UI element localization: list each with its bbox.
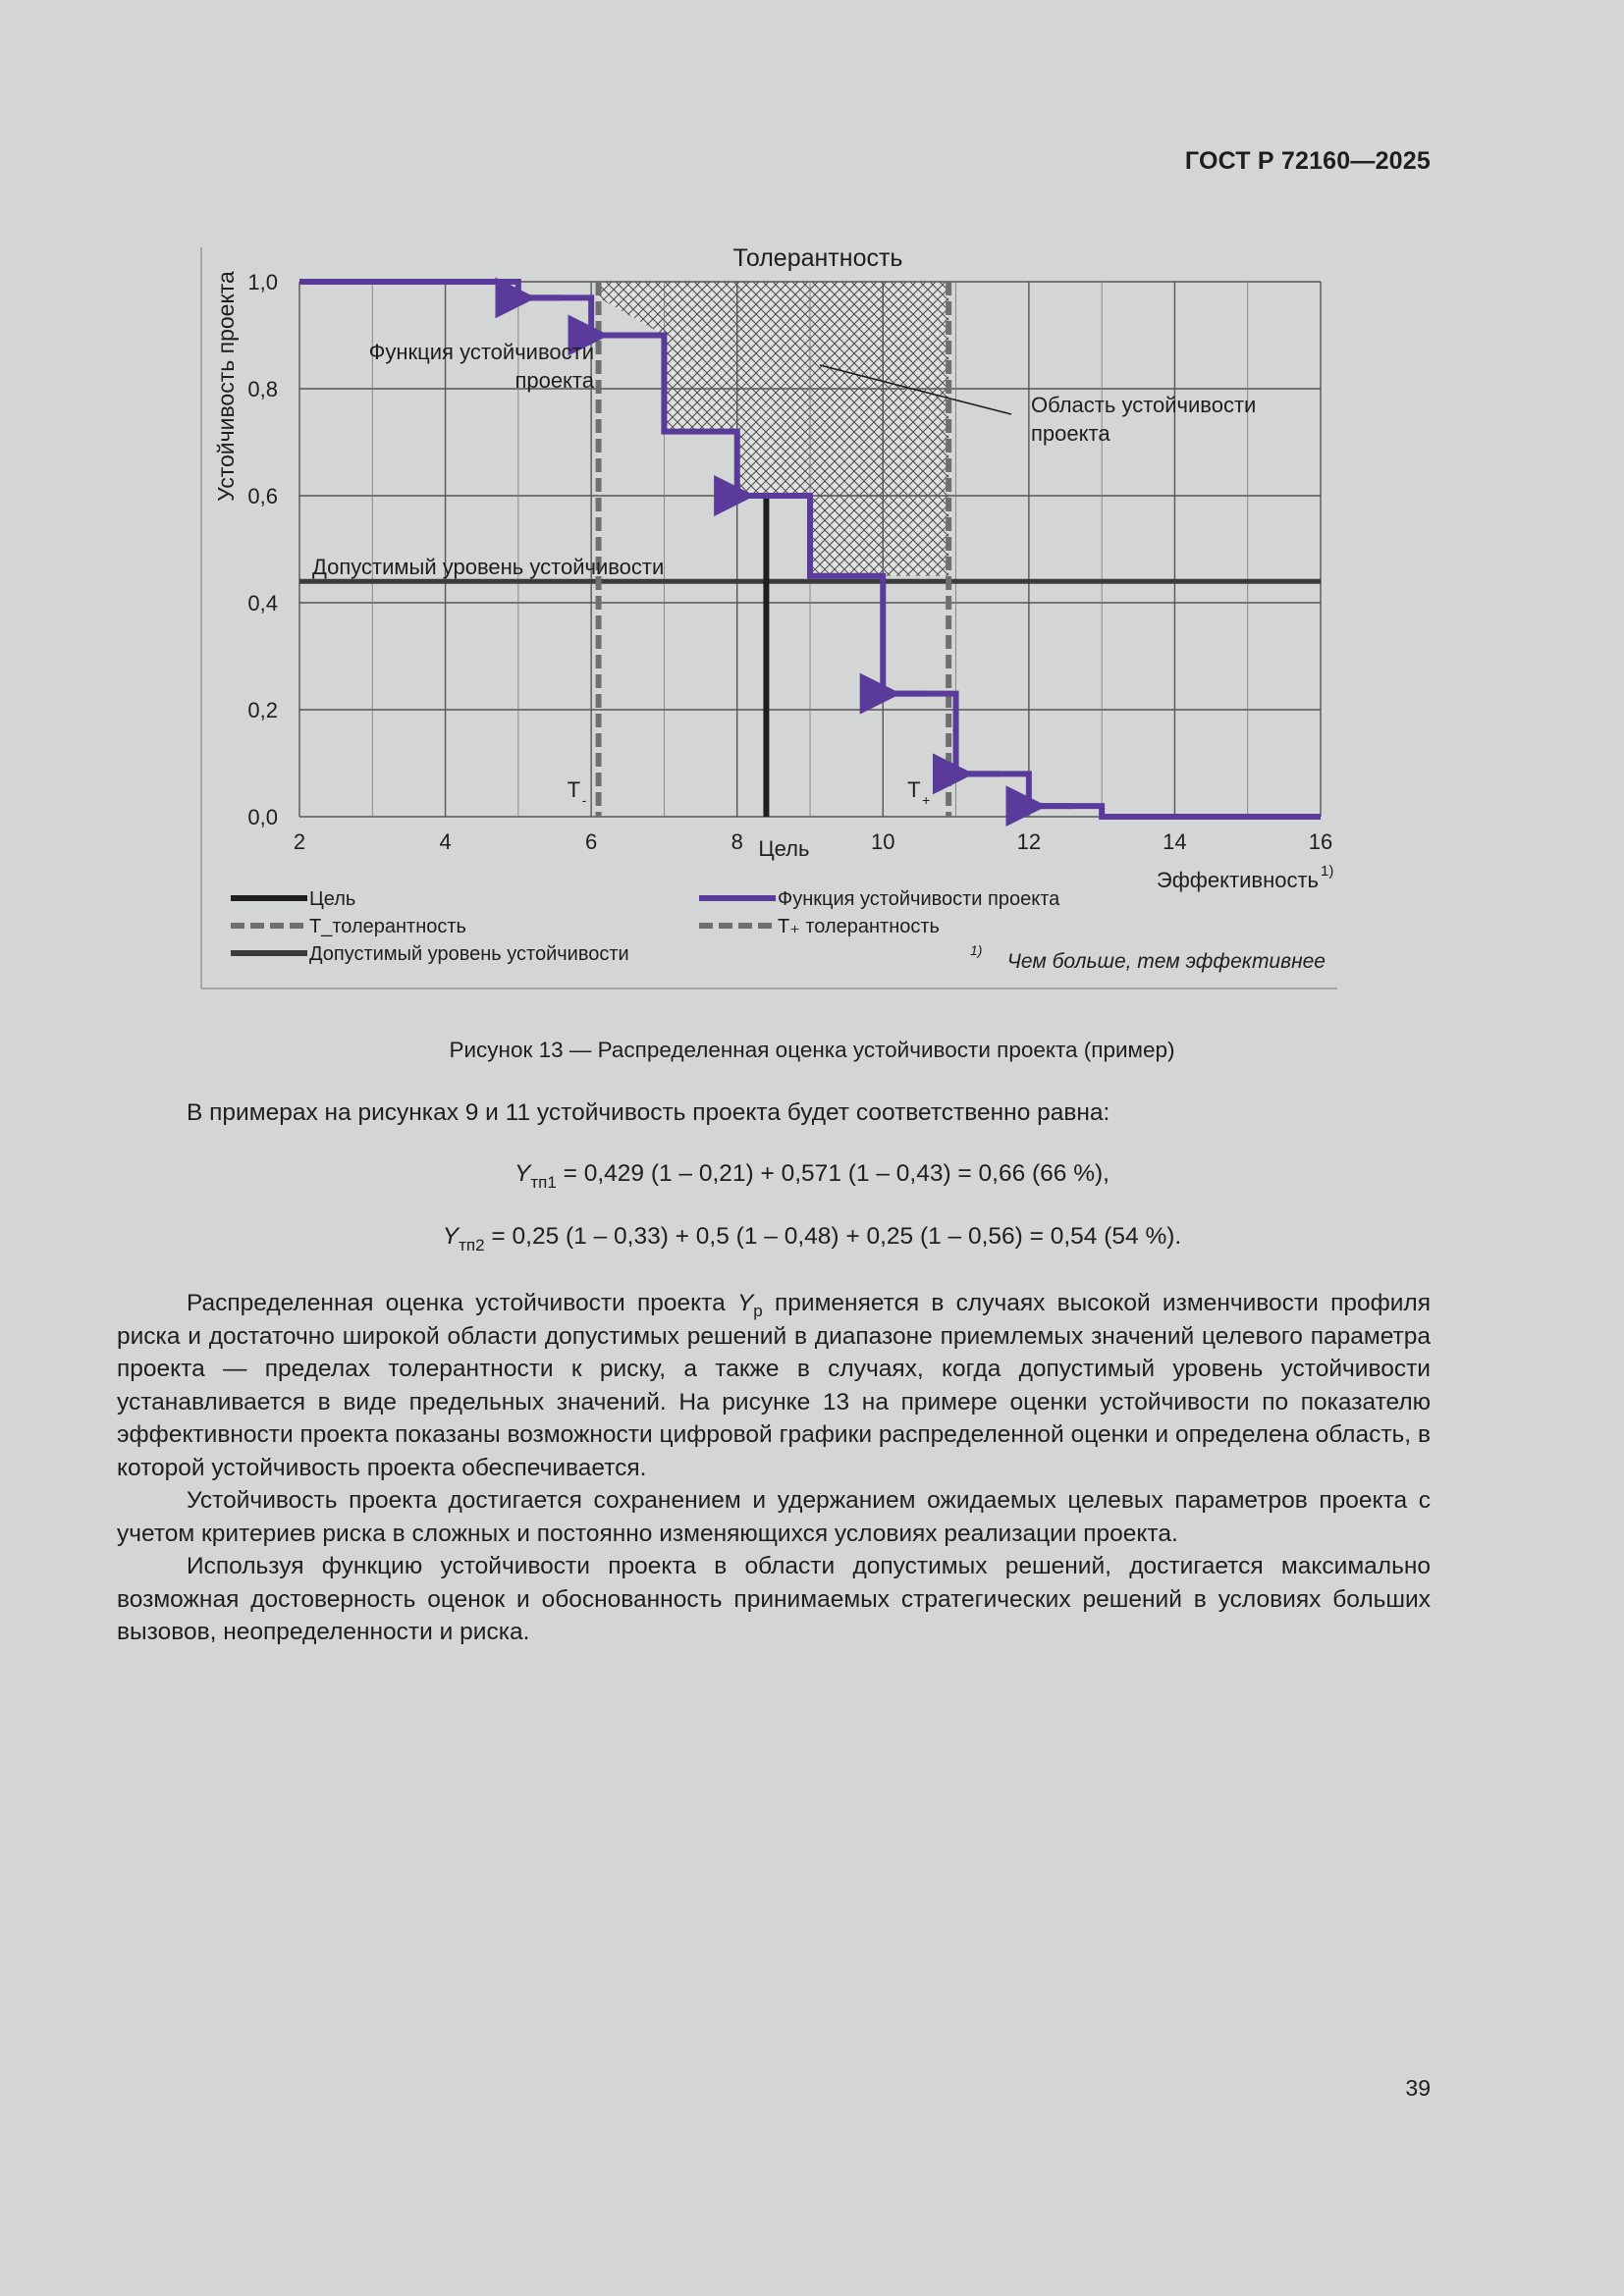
- paragraph-1: [117, 1287, 1431, 1484]
- chart-title: Толерантность: [732, 244, 903, 272]
- function-label-line-2: проекта: [514, 368, 594, 393]
- figure: [0, 0, 1624, 1011]
- x-tick-label-1: 4: [439, 829, 452, 854]
- legend-label-t_minus: T_толерантность: [309, 916, 466, 937]
- formula-1-var: Y: [514, 1160, 531, 1187]
- formula-1: [0, 1160, 1624, 1193]
- legend-label-function: Функция устойчивости проекта: [778, 888, 1060, 910]
- t-minus-label: T: [567, 777, 581, 802]
- region-label-line-1: Область устойчивости: [1031, 393, 1257, 417]
- level-label: Допустимый уровень устойчивости: [312, 555, 665, 579]
- x-tick-label-7: 16: [1308, 829, 1333, 854]
- paragraph-3: Используя функцию устойчивости проекта в области допустимых решений, достигается максимально возможная достоверность оценок и обоснованность принимаемых стратегических решений в условиях больших вызовов, неопределенности и риска.: [117, 1553, 1431, 1645]
- x-axis-label: Эффективность: [1156, 868, 1319, 892]
- t-minus-sub: -: [581, 792, 587, 808]
- formula-2: [0, 1223, 1624, 1255]
- x-axis-label-note-marker: 1): [1321, 863, 1334, 880]
- y-tick-label-1: 0,2: [247, 698, 278, 722]
- formula-2-sub: тп2: [459, 1236, 485, 1255]
- paragraph-1-after: применяется в случаях высокой изменчивости профиля риска и достаточно широкой области допустимых решений в диапазоне приемлемых значений целевого параметра проекта — пределах толерантности к риску, а также в случаях, когда допустимый уровень устойчивости устанавливается в виде предельных значений. На рисунке 13 на примере оценки устойчивости по показателю эффективности проекта показаны возможности цифровой графики распределенной оценки и определена область, в которой устойчивость проекта обеспечивается.: [117, 1290, 1431, 1481]
- stability-region-hatch: [599, 282, 949, 576]
- paragraph-1-var: Y: [736, 1290, 754, 1316]
- figure-caption: Рисунок 13 — Распределенная оценка устойчивости проекта (пример): [449, 1038, 1175, 1062]
- footnote-marker: 1): [970, 942, 983, 958]
- paragraph-1-before: Распределенная оценка устойчивости проекта: [187, 1290, 737, 1316]
- x-tick-label-5: 12: [1016, 829, 1042, 854]
- stability-chart: [0, 0, 1624, 1011]
- formula-1-expr: = 0,429 (1 – 0,21) + 0,571 (1 – 0,43) = 0,66 (66 %),: [563, 1160, 1110, 1187]
- y-tick-label-3: 0,6: [247, 484, 278, 508]
- legend-label-target: Цель: [309, 888, 356, 910]
- t-plus-sub: +: [922, 792, 931, 808]
- x-tick-label-4: 10: [871, 829, 895, 854]
- formula-2-expr: = 0,25 (1 – 0,33) + 0,5 (1 – 0,48) + 0,25 (1 – 0,56) = 0,54 (54 %).: [491, 1223, 1182, 1250]
- target-axis-label: Цель: [758, 836, 810, 861]
- x-tick-label-3: 8: [731, 829, 743, 854]
- x-tick-label-2: 6: [585, 829, 598, 854]
- legend-label-level: Допустимый уровень устойчивости: [309, 943, 629, 965]
- x-tick-label-0: 2: [293, 829, 306, 854]
- formula-1-sub: тп1: [530, 1173, 557, 1192]
- region-label-line-2: проекта: [1031, 421, 1110, 446]
- page-number: 39: [1405, 2075, 1431, 2101]
- y-axis-label: Устойчивость проекта: [213, 271, 239, 502]
- y-tick-label-0: 0,0: [247, 805, 278, 829]
- legend-label-t_plus: T₊ толерантность: [778, 916, 940, 937]
- footnote-text: Чем больше, тем эффективнее: [1006, 950, 1326, 973]
- paragraph-1-sub: р: [753, 1302, 763, 1320]
- t-plus-label: T: [907, 777, 921, 802]
- y-tick-label-4: 0,8: [247, 377, 278, 401]
- intro-text: В примерах на рисунках 9 и 11 устойчивость проекта будет соответственно равна:: [187, 1099, 1110, 1126]
- function-label-line-1: Функция устойчивости: [368, 340, 594, 364]
- formula-2-var: Y: [442, 1223, 460, 1250]
- paragraph-2: Устойчивость проекта достигается сохранением и удержанием ожидаемых целевых параметров проекта с учетом критериев риска в сложных и постоянно изменяющихся условиях реализации проекта.: [117, 1487, 1431, 1547]
- body-text: [117, 1287, 1431, 1649]
- y-tick-label-5: 1,0: [247, 270, 278, 294]
- y-tick-label-2: 0,4: [247, 591, 278, 615]
- document-header: ГОСТ Р 72160—2025: [1184, 147, 1431, 175]
- x-tick-label-6: 14: [1163, 829, 1187, 854]
